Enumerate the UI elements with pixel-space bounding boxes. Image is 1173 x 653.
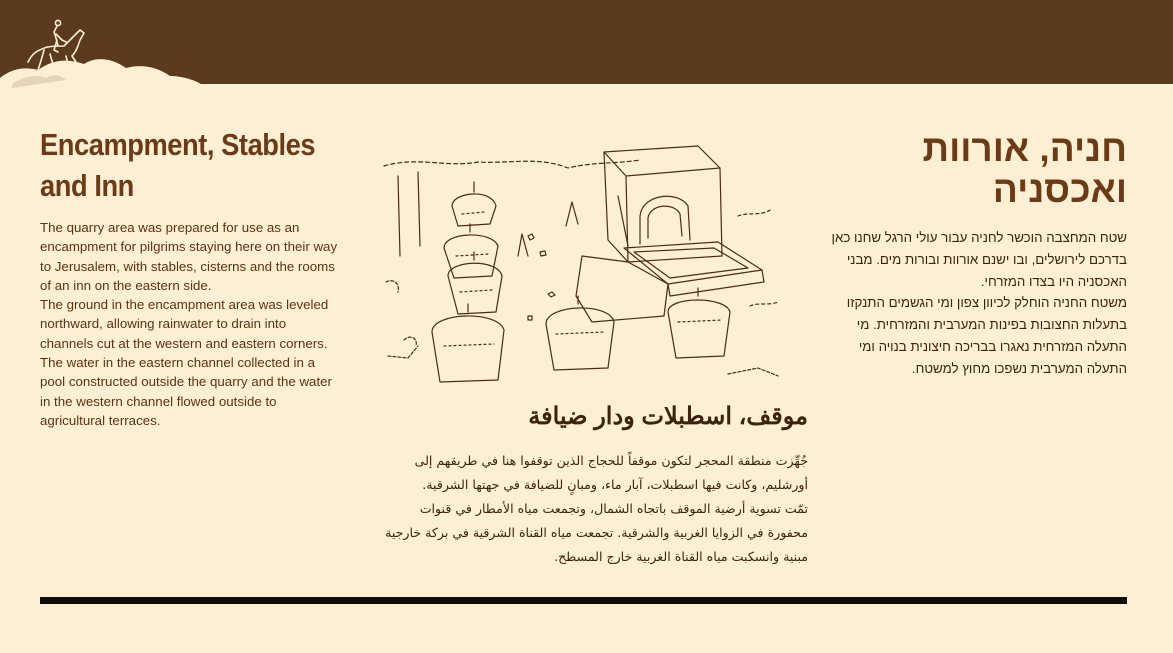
bottom-divider xyxy=(40,597,1127,604)
paragraph: שטח המחצבה הוכשר לחניה עבור עולי הרגל שחנו כאן בדרכם לירושלים, ובו ישנם אורוות ובורות מים. מבני האכסניה היו בצדו המזרחי. xyxy=(831,230,1127,289)
body-text-arabic xyxy=(380,449,808,569)
paragraph: The quarry area was prepared for use as an encampment for pilgrims staying here on their way to Jerusalem, with stables, cisterns and the rooms of an inn on the eastern side. xyxy=(40,220,338,293)
paragraph: جُهِّزت منطقة المحجر لتكون موقفاً للحجاج الذين توقفوا هنا في طريقهم إلى أورشليم، وكانت فيها اسطبلات، آبار ماء، ومبانٍ للضيافة في جهتها الشرقية. xyxy=(414,453,808,492)
paragraph: The ground in the encampment area was leveled northward, allowing rainwater to drain into channels cut at the western and eastern corners. The water in the eastern channel collected in a pool constructed outside the quarry and the water in the western channel flowed outside to agricultural terraces. xyxy=(40,297,332,428)
horse-rider-icon xyxy=(0,0,210,100)
page-title-hebrew: חניה, אורוות ואכסניה xyxy=(922,128,1127,210)
body-text-english xyxy=(40,218,340,430)
paragraph: تمّت تسوية أرضية الموقف باتجاه الشمال، وتجمعت مياه الأمطار في قنوات محفورة في الزوايا الغربية والشرقية. تجمعت مياه القناة الشرقية في بركة خارجية مبنية وانسكبت مياه القناة الغربية خارج المسطح. xyxy=(385,501,808,564)
body-text-hebrew xyxy=(827,227,1127,380)
quarry-encampment-sketch xyxy=(378,106,790,390)
page-title-english: Encampment, Stables and Inn xyxy=(40,127,316,203)
page-title-arabic: موقف، اسطبلات ودار ضيافة xyxy=(528,403,808,430)
paragraph: משטח החניה הוחלק לכיוון צפון ומי הגשמים התנקזו בתעלות החצובות בפינות המערבית והמזרחית. מי התעלה המזרחית נאגרו בבריכה חיצונית בנויה ומי התעלה המערבית נשפכו מחוץ למשטח. xyxy=(846,295,1127,376)
